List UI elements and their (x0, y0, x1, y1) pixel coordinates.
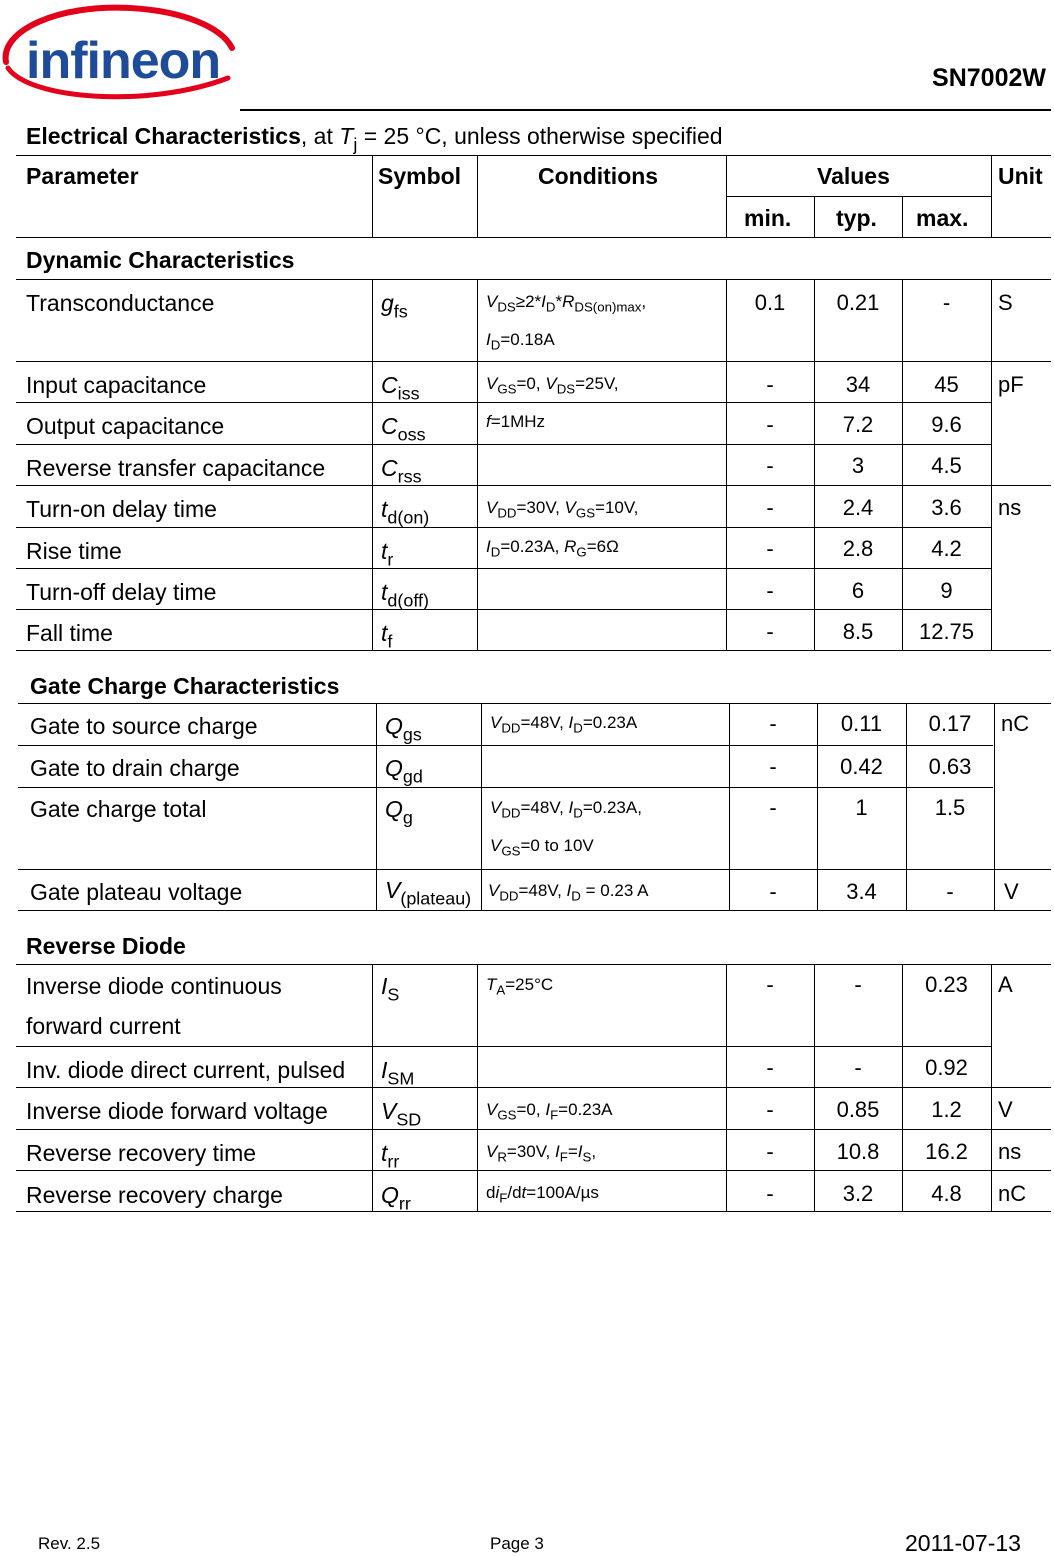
param-reverse-recovery-time: Reverse recovery time (26, 1140, 257, 1166)
header-rule (240, 109, 1051, 111)
symbol-ciss: $C_{iss}$ (381, 372, 420, 404)
value-min: 0.1 (754, 290, 786, 315)
unit: nC (1001, 711, 1030, 736)
value-max: 0.92 (925, 1055, 968, 1080)
param-transconductance: Transconductance (26, 290, 215, 316)
value-min: - (766, 1181, 774, 1206)
param-reverse-recovery-charge: Reverse recovery charge (26, 1182, 283, 1208)
col-header-min: min. (744, 205, 792, 231)
symbol-vsd: $V_{SD}$ (381, 1098, 422, 1130)
condition-capacitance: $V_{GS}=0$, $V_{DS}=25V$, (486, 374, 619, 397)
value-max: 0.23 (925, 972, 968, 997)
value-min: - (766, 1055, 774, 1080)
value-typ: - (854, 972, 862, 997)
symbol-qgd: $Q_{gd}$ (385, 755, 423, 787)
symbol-qrr: $Q_{rr}$ (381, 1182, 411, 1214)
symbol-vplateau: $V_{(plateau)}$ (385, 877, 472, 909)
value-min: - (766, 1139, 774, 1164)
value-min: - (766, 578, 774, 603)
value-max: 0.63 (928, 754, 972, 779)
value-max: 16.2 (925, 1139, 968, 1164)
unit: ns (998, 1139, 1022, 1164)
unit: ns (998, 495, 1022, 520)
footer-page-number: Page 3 (490, 1534, 544, 1553)
value-typ: 0.42 (840, 754, 883, 779)
value-typ: 7.2 (842, 412, 874, 437)
value-typ: 2.8 (842, 536, 874, 561)
param-rise-time: Rise time (26, 538, 122, 564)
col-header-values: Values (817, 163, 890, 189)
condition-gfs: $V_{DS}\ge 2*I_D*R_{DS(on)max}$, (486, 292, 647, 315)
value-max: 9.6 (931, 412, 962, 437)
value-max: 0.17 (928, 711, 972, 736)
symbol-is: $I_S$ (381, 973, 400, 1005)
value-min: - (769, 795, 777, 820)
param-reverse-transfer-capacitance: Reverse transfer capacitance (26, 455, 326, 481)
param-output-capacitance: Output capacitance (26, 413, 225, 439)
col-header-parameter: Parameter (26, 163, 139, 189)
condition-reverse-recovery-line2: $di_F/dt=100A/\mu s$ (486, 1183, 599, 1206)
value-max: 12.75 (918, 619, 975, 644)
condition-gate-charge-total-line2: $V_{GS}=0$ to 10V (490, 836, 594, 859)
symbol-qgs: $Q_{gs}$ (385, 713, 422, 745)
condition-gfs-line2: $I_D=0.18A$ (486, 330, 555, 353)
value-max: 9 (940, 578, 953, 603)
symbol-gfs: $g_{fs}$ (381, 290, 408, 322)
condition-ambient: $T_A=25^\circ C$ (486, 975, 554, 998)
value-min: - (766, 412, 774, 437)
param-gate-to-drain-charge: Gate to drain charge (30, 755, 240, 781)
infineon-logo (0, 0, 240, 110)
value-max: 4.8 (931, 1181, 962, 1206)
param-turn-off-delay-time: Turn-off delay time (26, 579, 217, 605)
unit: V (998, 1097, 1013, 1122)
col-header-typ: typ. (836, 205, 877, 231)
value-max: - (946, 879, 954, 904)
section-gate-charge: Gate Charge Characteristics (30, 673, 340, 699)
value-typ: 34 (845, 372, 871, 397)
col-header-unit: Unit (998, 163, 1043, 189)
symbol-tdon: $t_{d(on)}$ (381, 496, 430, 528)
condition-reverse-recovery: $V_R=30V$, $I_F=I_S$, (486, 1142, 597, 1165)
value-max: 1.2 (931, 1097, 962, 1122)
value-min: - (766, 1097, 774, 1122)
value-typ: 10.8 (836, 1139, 880, 1164)
value-min: - (766, 972, 774, 997)
symbol-crss: $C_{rss}$ (381, 455, 422, 487)
footer-date: 2011-07-13 (905, 1530, 1021, 1556)
condition-gate-charge: $V_{DD}=48V$, $I_D=0.23A$ (490, 713, 638, 736)
value-max: 4.5 (931, 453, 962, 478)
param-gate-charge-total: Gate charge total (30, 796, 207, 822)
symbol-tdoff: $t_{d(off)}$ (381, 579, 429, 611)
part-number: SN7002W (932, 64, 1046, 92)
value-typ: 6 (851, 578, 865, 603)
unit: S (998, 290, 1013, 315)
value-typ: 0.21 (836, 290, 880, 315)
condition-plateau: $V_{DD}=48V$, $I_D = 0.23$ A (488, 881, 649, 904)
value-typ: - (854, 1055, 862, 1080)
unit: nC (998, 1181, 1027, 1206)
param-fall-time: Fall time (26, 620, 113, 646)
value-typ: 2.4 (842, 495, 874, 520)
value-max: 1.5 (934, 795, 966, 820)
value-min: - (766, 453, 774, 478)
value-typ: 3.2 (842, 1181, 874, 1206)
param-inverse-diode-pulsed-current: Inv. diode direct current, pulsed (26, 1057, 346, 1083)
param-gate-to-source-charge: Gate to source charge (30, 713, 258, 739)
section-reverse-diode: Reverse Diode (26, 933, 186, 959)
table-title: Electrical Characteristics, at $T_j = 25$ °C, unless otherwise specified (26, 123, 723, 155)
value-max: 3.6 (931, 495, 962, 520)
value-max: 45 (934, 372, 959, 397)
unit: pF (998, 372, 1024, 397)
value-min: - (766, 619, 774, 644)
condition-forward-voltage: $V_{GS}=0$, $I_F=0.23A$ (486, 1100, 613, 1123)
condition-switching-line2: $I_D=0.23A$, $R_G=6\Omega$ (486, 537, 619, 560)
value-typ: 8.5 (842, 619, 874, 644)
value-typ: 3 (851, 453, 865, 478)
symbol-tf: $t_f$ (381, 620, 393, 652)
param-inverse-diode-continuous-current: Inverse diode continuous (26, 973, 282, 999)
unit: A (998, 972, 1013, 997)
value-max: 4.2 (931, 536, 962, 561)
symbol-qg: $Q_g$ (385, 796, 413, 828)
value-typ: 0.11 (840, 711, 883, 736)
condition-gate-charge-total: $V_{DD}=48V$, $I_D=0.23A$, (490, 798, 642, 821)
col-header-max: max. (916, 205, 969, 231)
value-max: - (942, 290, 951, 315)
value-typ: 0.85 (836, 1097, 880, 1122)
symbol-trr: $t_{rr}$ (381, 1140, 400, 1172)
col-header-conditions: Conditions (538, 163, 659, 189)
param-inverse-diode-forward-voltage: Inverse diode forward voltage (26, 1098, 328, 1124)
symbol-coss: $C_{oss}$ (381, 413, 426, 445)
value-min: - (769, 754, 777, 779)
value-min: - (769, 711, 777, 736)
condition-capacitance-line2: f=1MHz (486, 412, 546, 431)
value-min: - (766, 536, 774, 561)
value-min: - (766, 372, 774, 397)
condition-switching: $V_{DD}=30V$, $V_{GS}=10V$, (486, 498, 639, 521)
param-input-capacitance: Input capacitance (26, 372, 207, 398)
value-min: - (766, 495, 774, 520)
col-header-symbol: Symbol (378, 163, 462, 189)
param-turn-on-delay-time: Turn-on delay time (26, 496, 217, 522)
unit: V (1004, 879, 1019, 904)
section-dynamic: Dynamic Characteristics (26, 247, 295, 273)
value-typ: 3.4 (846, 879, 877, 904)
footer-revision: Rev. 2.5 (38, 1534, 101, 1553)
param-gate-plateau-voltage: Gate plateau voltage (30, 879, 243, 905)
param-inverse-diode-continuous-current-line2: forward current (26, 1013, 181, 1039)
symbol-tr: $t_r$ (381, 538, 394, 570)
svg-text:infineon: infineon (26, 32, 221, 90)
value-min: - (769, 879, 777, 904)
symbol-ism: $I_{SM}$ (381, 1057, 415, 1089)
value-typ: 1 (855, 795, 868, 820)
